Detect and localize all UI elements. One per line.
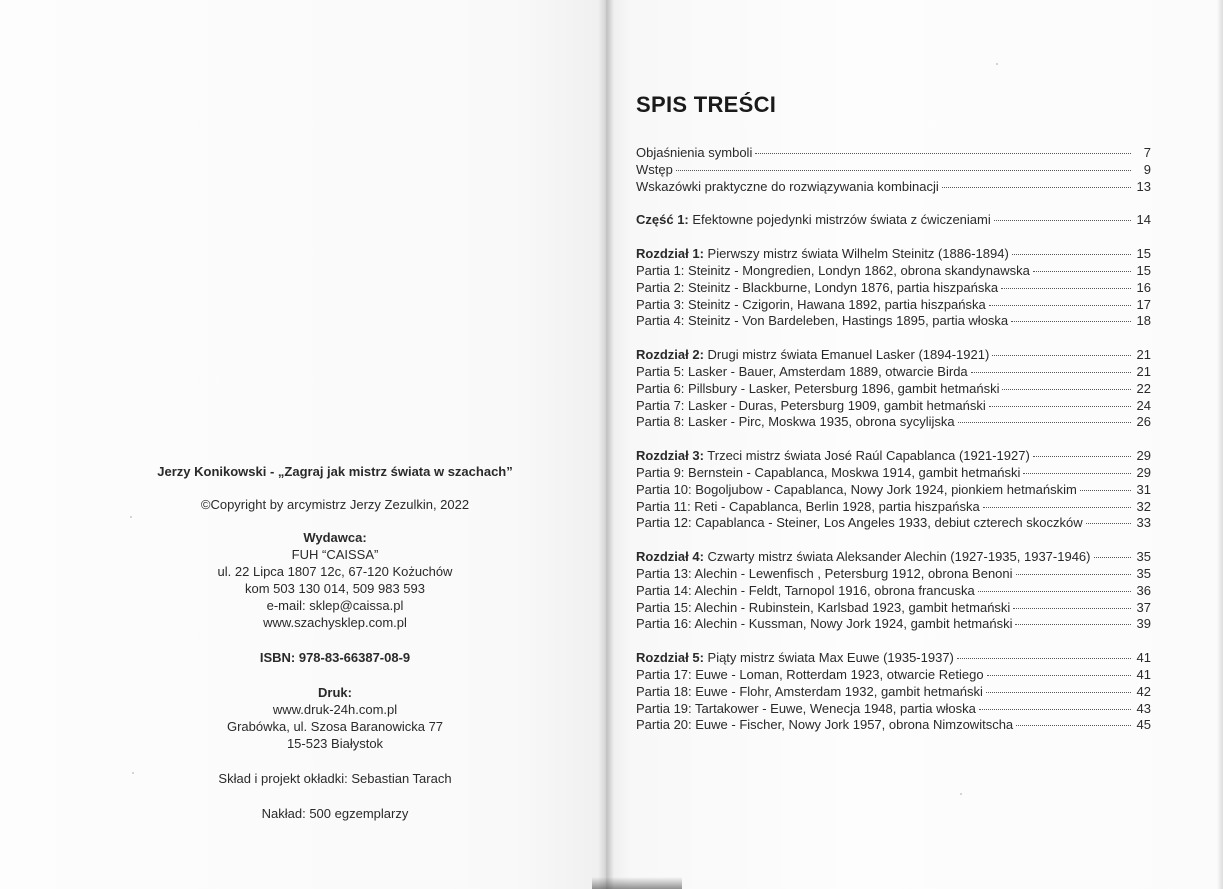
toc-entry xyxy=(636,717,1151,734)
toc-page-number: 45 xyxy=(1136,717,1151,733)
toc-entry-label xyxy=(636,145,752,162)
toc-entry-text: Trzeci mistrz świata José Raúl Capablanca (1921-1927) xyxy=(703,448,1030,464)
toc-entry xyxy=(636,566,1151,583)
toc-leader-dots xyxy=(986,692,1131,693)
toc-entry xyxy=(636,616,1151,633)
toc-group xyxy=(636,145,1151,195)
toc-entry-label xyxy=(636,684,983,701)
toc-entry-label xyxy=(636,280,998,297)
toc-page-number: 21 xyxy=(1136,347,1151,363)
toc-leader-dots xyxy=(1016,725,1131,726)
toc-leader-dots xyxy=(1015,624,1131,625)
toc-page-number: 16 xyxy=(1136,279,1151,295)
toc-entry xyxy=(636,179,1151,196)
toc-entry-prefix: Rozdział 4: xyxy=(636,549,704,565)
toc-page-number: 15 xyxy=(1136,262,1151,278)
table-of-contents xyxy=(636,145,1151,751)
toc-page-number: 42 xyxy=(1136,683,1151,699)
toc-leader-dots xyxy=(979,709,1131,710)
toc-entry-prefix: Rozdział 1: xyxy=(636,246,704,262)
toc-entry-text: Efektowne pojedynki mistrzów świata z ćwiczeniami xyxy=(688,212,991,228)
toc-page-number: 21 xyxy=(1136,363,1151,379)
toc-entry-label xyxy=(636,297,986,314)
toc-entry-text: Piąty mistrz świata Max Euwe (1935-1937) xyxy=(703,650,954,666)
toc-entry-text: Partia 16: Alechin - Kussman, Nowy Jork 1924, gambit hetmański xyxy=(636,616,1013,632)
toc-entry xyxy=(636,280,1151,297)
toc-entry-text: Partia 17: Euwe - Loman, Rotterdam 1923, otwarcie Retiego xyxy=(636,666,984,682)
toc-leader-dots xyxy=(1011,321,1131,322)
toc-entry xyxy=(636,381,1151,398)
isbn-line: ISBN: 978-83-66387-08-9 xyxy=(259,650,411,665)
toc-group xyxy=(636,549,1151,633)
toc-page-number: 35 xyxy=(1136,549,1151,565)
toc-entry xyxy=(636,263,1151,280)
toc-entry-label xyxy=(636,246,1009,263)
toc-entry xyxy=(636,347,1151,364)
print-heading: Druk: xyxy=(318,685,352,700)
toc-leader-dots xyxy=(983,507,1131,508)
toc-entry-text: Drugi mistrz świata Emanuel Lasker (1894-1921) xyxy=(703,347,990,363)
toc-leader-dots xyxy=(1023,473,1131,474)
toc-page-number: 39 xyxy=(1136,616,1151,632)
toc-entry xyxy=(636,549,1151,566)
toc-entry xyxy=(636,701,1151,718)
toc-entry-label xyxy=(636,566,1013,583)
toc-entry-text: Partia 10: Bogoljubow - Capablanca, Nowy Jork 1924, pionkiem hetmańskim xyxy=(636,481,1077,497)
toc-page-number: 22 xyxy=(1136,380,1151,396)
toc-entry-label xyxy=(636,499,980,516)
publisher-email: e-mail: sklep@caissa.pl xyxy=(266,598,404,613)
toc-page-number: 36 xyxy=(1136,582,1151,598)
page-edge xyxy=(1217,0,1223,889)
toc-entry xyxy=(636,297,1151,314)
toc-leader-dots xyxy=(755,153,1131,154)
toc-entry-label xyxy=(636,515,1083,532)
toc-leader-dots xyxy=(1094,557,1132,558)
toc-entry xyxy=(636,414,1151,431)
toc-entry-text: Objaśnienia symboli xyxy=(636,145,753,160)
toc-entry xyxy=(636,212,1151,229)
toc-entry-label xyxy=(636,667,984,684)
toc-entry-label xyxy=(636,465,1020,482)
toc-entry-label xyxy=(636,650,954,667)
toc-entry-text: Partia 18: Euwe - Flohr, Amsterdam 1932, gambit hetmański xyxy=(636,683,983,699)
toc-entry-label xyxy=(636,347,989,364)
toc-entry xyxy=(636,398,1151,415)
toc-heading: SPIS TREŚCI xyxy=(636,92,777,117)
toc-leader-dots xyxy=(1033,271,1131,272)
toc-page-number: 18 xyxy=(1136,313,1151,329)
publisher-line: kom 503 130 014, 509 983 593 xyxy=(245,581,425,596)
toc-leader-dots xyxy=(1086,523,1131,524)
toc-leader-dots xyxy=(989,305,1131,306)
toc-entry-text: Partia 8: Lasker - Pirc, Moskwa 1935, obrona sycylijska xyxy=(636,414,955,430)
toc-page-number: 41 xyxy=(1136,650,1151,666)
copyright-line: ©Copyright by arcymistrz Jerzy Zezulkin, 2022 xyxy=(200,497,470,512)
toc-entry-text: Partia 4: Steinitz - Von Bardeleben, Hastings 1895, partia włoska xyxy=(636,313,1009,329)
toc-entry xyxy=(636,162,1151,179)
print-line: 15-523 Białystok xyxy=(286,736,384,751)
toc-group xyxy=(636,347,1151,431)
publisher-heading: Wydawca: xyxy=(303,530,367,545)
toc-entry-text: Wstęp xyxy=(636,161,673,177)
publisher-line: ul. 22 Lipca 1807 12c, 67-120 Kożuchów xyxy=(217,564,453,579)
toc-entry-label xyxy=(636,263,1030,280)
toc-leader-dots xyxy=(1016,574,1131,575)
toc-page-number: 29 xyxy=(1136,464,1151,480)
toc-leader-dots xyxy=(1002,389,1131,390)
toc-page-number: 7 xyxy=(1143,145,1151,160)
toc-group xyxy=(636,650,1151,734)
toc-entry-label xyxy=(636,313,1008,330)
toc-page-number: 31 xyxy=(1136,481,1151,497)
toc-entry-text: Partia 11: Reti - Capablanca, Berlin 1928, partia hiszpańska xyxy=(636,498,980,514)
toc-entry-text: Partia 13: Alechin - Lewenfisch , Petersburg 1912, obrona Benoni xyxy=(636,565,1013,581)
toc-entry-label xyxy=(636,600,1010,617)
toc-entry-text: Partia 12: Capablanca - Steiner, Los Angeles 1933, debiut czterech skoczków xyxy=(636,515,1083,531)
toc-entry xyxy=(636,650,1151,667)
print-line: Grabówka, ul. Szosa Baranowicka 77 xyxy=(226,719,444,734)
toc-entry-label xyxy=(636,448,1030,465)
toc-leader-dots xyxy=(1012,254,1131,255)
toc-group xyxy=(636,212,1151,229)
toc-entry-label xyxy=(636,398,986,415)
toc-page-number: 24 xyxy=(1136,397,1151,413)
toc-entry-label xyxy=(636,162,673,179)
toc-entry xyxy=(636,667,1151,684)
toc-leader-dots xyxy=(958,422,1131,423)
toc-leader-dots xyxy=(1013,608,1131,609)
toc-entry-prefix: Rozdział 3: xyxy=(636,448,704,464)
toc-entry-label xyxy=(636,179,939,196)
toc-page-number: 14 xyxy=(1136,212,1151,228)
layout-credit: Skład i projekt okładki: Sebastian Tarach xyxy=(218,771,452,786)
toc-entry-text: Partia 6: Pillsbury - Lasker, Petersburg 1896, gambit hetmański xyxy=(636,380,1000,396)
toc-entry-text: Partia 19: Tartakower - Euwe, Wenecja 1948, partia włoska xyxy=(636,700,976,716)
left-page xyxy=(0,0,606,889)
toc-entry-label xyxy=(636,583,975,600)
toc-entry-text: Partia 15: Alechin - Rubinstein, Karlsbad 1923, gambit hetmański xyxy=(636,599,1011,615)
toc-page-number: 32 xyxy=(1136,498,1151,514)
toc-entry-label xyxy=(636,414,955,431)
publisher-website: www.szachysklep.com.pl xyxy=(263,615,407,630)
toc-leader-dots xyxy=(1080,490,1131,491)
toc-leader-dots xyxy=(989,406,1131,407)
book-gutter xyxy=(598,0,614,889)
toc-page-number: 37 xyxy=(1136,599,1151,615)
toc-entry-text: Czwarty mistrz świata Aleksander Alechin (1927-1935, 1937-1946) xyxy=(703,549,1091,565)
toc-leader-dots xyxy=(994,220,1131,221)
toc-entry xyxy=(636,465,1151,482)
toc-entry-text: Partia 2: Steinitz - Blackburne, Londyn 1876, partia hiszpańska xyxy=(636,279,999,295)
toc-leader-dots xyxy=(987,675,1131,676)
toc-page-number: 33 xyxy=(1136,515,1151,531)
toc-leader-dots xyxy=(971,372,1131,373)
toc-entry xyxy=(636,600,1151,617)
toc-entry-text: Partia 3: Steinitz - Czigorin, Hawana 1892, partia hiszpańska xyxy=(636,296,986,312)
toc-entry-label xyxy=(636,549,1091,566)
toc-page-number: 9 xyxy=(1143,161,1151,177)
toc-entry-label xyxy=(636,364,968,381)
toc-entry-text: Partia 20: Euwe - Fischer, Nowy Jork 1957, obrona Nimzowitscha xyxy=(636,717,1014,733)
toc-entry xyxy=(636,364,1151,381)
toc-entry xyxy=(636,499,1151,516)
toc-page-number: 17 xyxy=(1136,296,1151,312)
toc-page-number: 13 xyxy=(1136,178,1151,194)
toc-entry-text: Partia 14: Alechin - Feldt, Tarnopol 1916, obrona francuska xyxy=(636,582,975,598)
toc-entry-prefix: Rozdział 2: xyxy=(636,347,704,363)
page-edge-shadow xyxy=(592,877,682,889)
toc-page-number: 41 xyxy=(1136,666,1151,682)
toc-entry xyxy=(636,313,1151,330)
toc-entry-prefix: Rozdział 5: xyxy=(636,650,704,666)
toc-page-number: 15 xyxy=(1136,246,1151,262)
toc-entry-label xyxy=(636,212,991,229)
toc-entry-label xyxy=(636,381,999,398)
toc-entry-text: Partia 7: Lasker - Duras, Petersburg 1909, gambit hetmański xyxy=(636,397,986,413)
toc-leader-dots xyxy=(957,658,1131,659)
toc-entry xyxy=(636,448,1151,465)
toc-entry-text: Partia 1: Steinitz - Mongredien, Londyn 1862, obrona skandynawska xyxy=(636,262,1030,278)
toc-group xyxy=(636,448,1151,532)
toc-leader-dots xyxy=(1001,288,1131,289)
toc-leader-dots xyxy=(676,170,1131,171)
toc-entry xyxy=(636,515,1151,532)
toc-entry xyxy=(636,684,1151,701)
toc-leader-dots xyxy=(1033,456,1131,457)
toc-group xyxy=(636,246,1151,330)
publisher-line: FUH “CAISSA” xyxy=(291,547,379,562)
toc-page-number: 43 xyxy=(1136,700,1151,716)
toc-page-number: 26 xyxy=(1136,414,1151,430)
toc-entry-text: Partia 9: Bernstein - Capablanca, Moskwa 1914, gambit hetmański xyxy=(636,464,1021,480)
toc-page-number: 35 xyxy=(1136,565,1151,581)
print-run: Nakład: 500 egzemplarzy xyxy=(261,806,409,821)
colophon xyxy=(110,463,560,822)
toc-entry xyxy=(636,246,1151,263)
toc-entry-label xyxy=(636,482,1077,499)
book-title-line: Jerzy Konikowski - „Zagraj jak mistrz świata w szachach” xyxy=(157,464,513,479)
toc-page-number: 29 xyxy=(1136,448,1151,464)
print-line: www.druk-24h.com.pl xyxy=(272,702,398,717)
toc-entry-label xyxy=(636,701,976,718)
toc-entry xyxy=(636,482,1151,499)
toc-leader-dots xyxy=(992,355,1131,356)
toc-leader-dots xyxy=(978,591,1131,592)
toc-entry xyxy=(636,145,1151,162)
toc-entry-prefix: Część 1: xyxy=(636,212,689,228)
toc-entry-label xyxy=(636,616,1012,633)
toc-leader-dots xyxy=(942,187,1131,188)
toc-entry-text: Wskazówki praktyczne do rozwiązywania kombinacji xyxy=(636,178,939,194)
toc-entry-text: Partia 5: Lasker - Bauer, Amsterdam 1889, otwarcie Birda xyxy=(636,363,968,379)
toc-entry-text: Pierwszy mistrz świata Wilhelm Steinitz (1886-1894) xyxy=(703,246,1009,262)
toc-entry xyxy=(636,583,1151,600)
toc-entry-label xyxy=(636,717,1013,734)
